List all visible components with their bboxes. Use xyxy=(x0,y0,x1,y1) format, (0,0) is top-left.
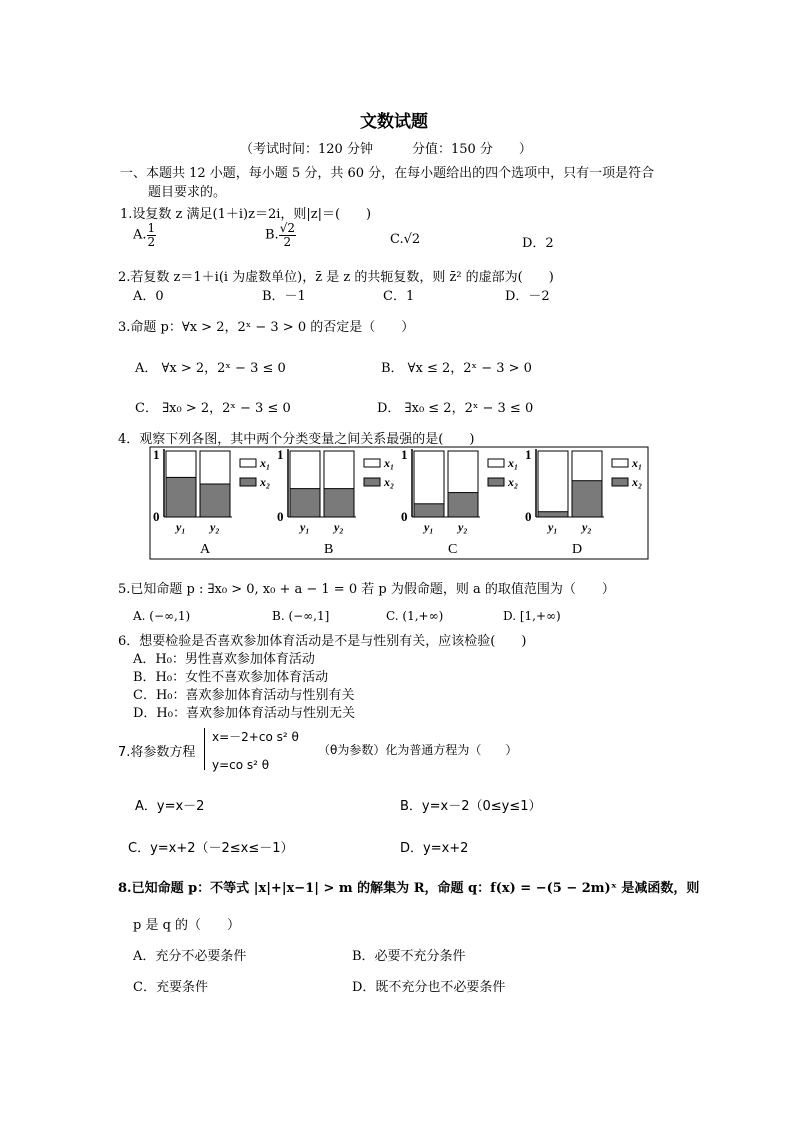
section-instruction-line2: 题目要求的。 xyxy=(148,185,227,200)
question-3-option-b: B． ∀x ≤ 2，2ˣ − 3 > 0 xyxy=(381,361,532,376)
fraction-root2-over-2 xyxy=(279,222,296,248)
exam-info: （考试时间：120 分钟 分值：150 分 ） xyxy=(240,142,532,157)
question-6-option-b: B．H₀：女性不喜欢参加体育活动 xyxy=(133,670,329,685)
y-tick-1: 1 xyxy=(153,447,160,462)
fraction-numerator: 1 xyxy=(147,221,156,235)
legend-x1-label: x₁ xyxy=(632,456,643,470)
legend-x1-swatch xyxy=(488,459,504,467)
question-8-option-c: C．充要条件 xyxy=(133,980,208,995)
x-tick-label: y₂ xyxy=(334,520,344,534)
bar-x2-segment xyxy=(290,489,320,517)
question-7-suffix: （θ为参数）化为普通方程为（ ） xyxy=(318,743,518,757)
legend-x2-label: x₂ xyxy=(632,475,643,489)
panel-label: D xyxy=(572,542,583,557)
legend-x2-swatch xyxy=(240,478,256,486)
brace-icon xyxy=(204,728,211,770)
legend-x2-swatch xyxy=(488,478,504,486)
question-7-eq1: x=－2+co s² θ xyxy=(212,730,299,744)
fraction-denominator: 2 xyxy=(147,234,156,249)
question-7-option-a: A．y=x－2 xyxy=(135,799,205,814)
question-8-option-a: A．充分不必要条件 xyxy=(133,949,247,964)
legend-x1-label: x₁ xyxy=(508,456,519,470)
x-tick-label: y₁ xyxy=(548,520,558,534)
legend-x1-swatch xyxy=(240,459,256,467)
question-8-option-b: B．必要不充分条件 xyxy=(352,949,466,964)
question-1-option-a xyxy=(133,222,156,248)
question-7-eq2: y=co s² θ xyxy=(212,758,270,772)
question-3-stem: 3.命题 p：∀x > 2，2ˣ − 3 > 0 的否定是（ ） xyxy=(118,320,415,335)
legend-x2-swatch xyxy=(364,478,380,486)
question-6-stem: 6．想要检验是否喜欢参加体育活动是不是与性别有关，应该检验( ) xyxy=(118,634,527,649)
y-tick-1: 1 xyxy=(525,447,532,462)
x-tick-label: y₂ xyxy=(458,520,468,534)
y-tick-1: 1 xyxy=(277,447,284,462)
section-instruction-line1: 一、本题共 12 小题，每小题 5 分，共 60 分，在每小题给出的四个选项中，只有一项是符合 xyxy=(120,166,655,181)
bar-x2-segment xyxy=(572,481,602,517)
question-2-stem: 2.若复数 z＝1＋i(i 为虚数单位)，z̄ 是 z 的共轭复数，则 z̄² 的虚部为( ) xyxy=(118,270,554,285)
x-tick-label: y₁ xyxy=(424,520,434,534)
bar-x2-segment xyxy=(324,489,354,517)
bar-x2-segment xyxy=(538,512,568,517)
y-tick-0: 0 xyxy=(401,509,408,524)
legend-x2-label: x₂ xyxy=(384,475,395,489)
y-tick-0: 0 xyxy=(525,509,532,524)
question-8-stem: 8.已知命题 p：不等式 |x|+|x−1| > m 的解集为 R，命题 q：f(x) = −(5 − 2m)ˣ 是减函数，则 xyxy=(118,881,700,896)
page-title: 文数试题 xyxy=(360,112,428,132)
question-3-option-a: A． ∀x > 2，2ˣ − 3 ≤ 0 xyxy=(135,361,286,376)
question-5-option-c: C. (1,+∞) xyxy=(386,609,444,623)
y-tick-1: 1 xyxy=(401,447,408,462)
question-2-option-a: A．0 xyxy=(133,289,164,304)
question-3-option-d: D． ∃x₀ ≤ 2，2ˣ − 3 ≤ 0 xyxy=(377,401,534,416)
question-2-option-c: C．1 xyxy=(383,289,415,304)
legend-x1-label: x₁ xyxy=(260,456,271,470)
question-4-stem: 4．观察下列各图，其中两个分类变量之间关系最强的是( ) xyxy=(118,432,475,447)
bar-x2-segment xyxy=(166,477,196,517)
question-3-option-c: C． ∃x₀ > 2，2ˣ − 3 ≤ 0 xyxy=(135,401,291,416)
question-8-option-d: D．既不充分也不必要条件 xyxy=(352,980,506,995)
question-7-prefix: 7.将参数方程 xyxy=(118,745,196,760)
legend-x1-swatch xyxy=(612,459,628,467)
legend-x2-label: x₂ xyxy=(260,475,271,489)
bar-x2-segment xyxy=(414,504,444,517)
panel-label: A xyxy=(200,542,211,557)
question-7-option-c: C．y=x+2（－2≤x≤－1） xyxy=(128,841,294,856)
question-2-option-b: B．－1 xyxy=(262,289,306,304)
option-b-prefix: B. xyxy=(265,227,279,243)
question-5-option-a: A. (−∞,1) xyxy=(133,609,191,623)
question-1-option-c: C.√2 xyxy=(390,232,421,247)
question-7-option-b: B．y=x－2（0≤y≤1） xyxy=(400,799,542,814)
option-a-prefix: A. xyxy=(133,227,147,243)
legend-x2-label: x₂ xyxy=(508,475,519,489)
fraction-one-half xyxy=(147,222,157,248)
fraction-denominator: 2 xyxy=(283,234,292,249)
question-7-option-d: D．y=x+2 xyxy=(400,841,469,856)
y-tick-0: 0 xyxy=(277,509,284,524)
question-8-stem-line2: p 是 q 的（ ） xyxy=(133,918,241,933)
legend-x2-swatch xyxy=(612,478,628,486)
bar-x2-segment xyxy=(200,484,230,517)
x-tick-label: y₂ xyxy=(582,520,592,534)
bar-x2-segment xyxy=(448,493,478,517)
question-4-charts xyxy=(146,445,652,561)
panel-label: C xyxy=(448,542,458,557)
x-tick-label: y₂ xyxy=(210,520,220,534)
question-6-option-a: A．H₀：男性喜欢参加体育活动 xyxy=(133,652,315,667)
question-1-stem: 1.设复数 z 满足(1＋i)z＝2i，则|z|＝( ) xyxy=(120,207,372,222)
legend-x1-label: x₁ xyxy=(384,456,395,470)
question-5-stem: 5.已知命题 p : ∃x₀ > 0, x₀ + a − 1 = 0 若 p 为假命题，则 a 的取值范围为（ ） xyxy=(118,582,615,597)
bar-x1-segment xyxy=(538,451,568,517)
question-1-option-b xyxy=(265,222,296,248)
question-6-option-d: D．H₀：喜欢参加体育活动与性别无关 xyxy=(133,706,355,721)
question-5-option-b: B. (−∞,1] xyxy=(272,609,330,623)
fraction-numerator: √2 xyxy=(279,221,295,235)
question-5-option-d: D. [1,+∞) xyxy=(503,609,561,623)
panel-label: B xyxy=(324,542,334,557)
x-tick-label: y₁ xyxy=(300,520,310,534)
y-tick-0: 0 xyxy=(153,509,160,524)
x-tick-label: y₁ xyxy=(176,520,186,534)
legend-x1-swatch xyxy=(364,459,380,467)
question-1-option-d: D．2 xyxy=(522,236,554,251)
question-2-option-d: D．－2 xyxy=(505,289,550,304)
question-6-option-c: C．H₀：喜欢参加体育活动与性别有关 xyxy=(133,688,355,703)
